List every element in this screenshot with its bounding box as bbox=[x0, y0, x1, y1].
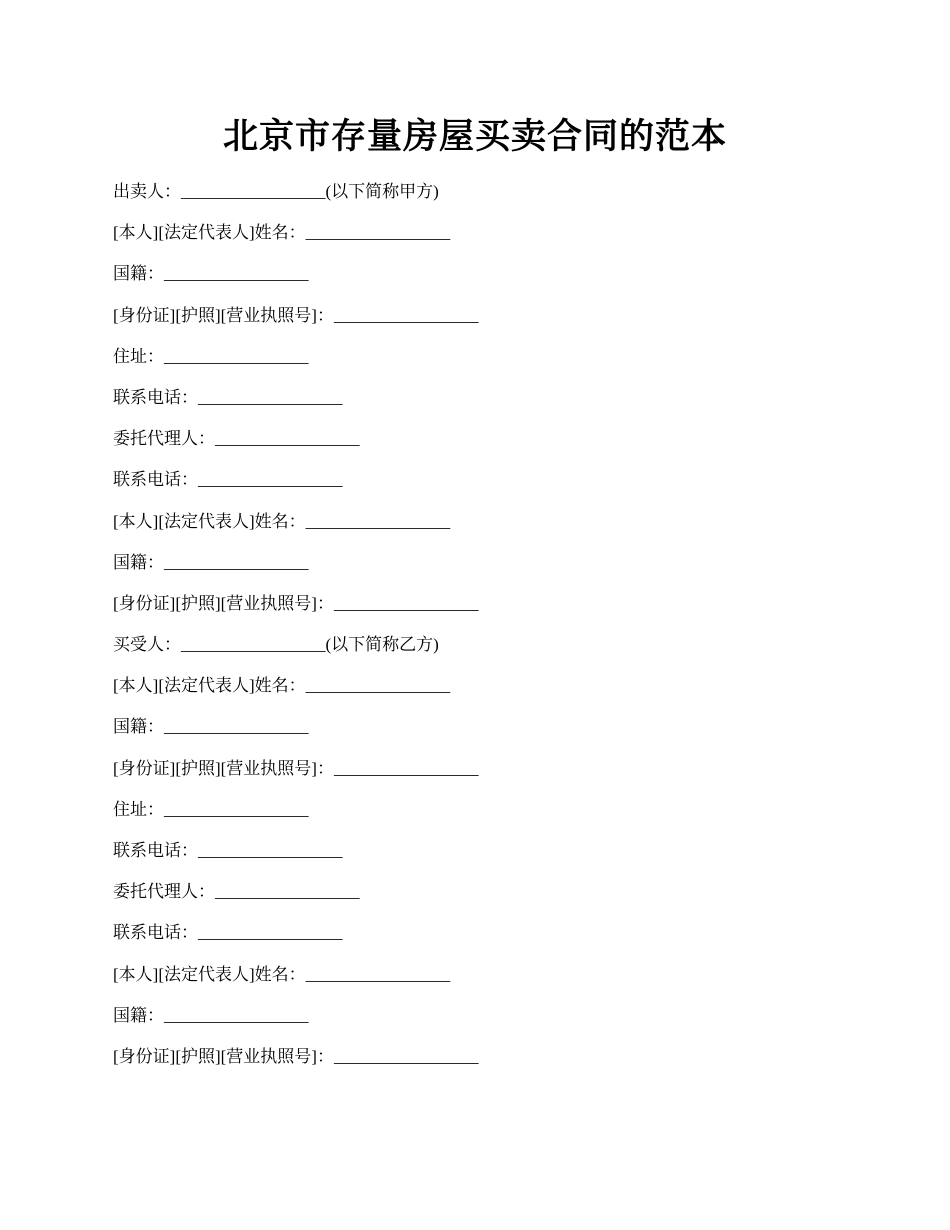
buyer-agent-id-number-line: [身份证][护照][营业执照号]：_________________ bbox=[113, 1046, 479, 1066]
seller-line: 出卖人：_________________(以下简称甲方) bbox=[113, 182, 439, 201]
seller-address-line: 住址：_________________ bbox=[113, 346, 309, 366]
buyer-agent-phone-line: 联系电话：_________________ bbox=[113, 923, 343, 943]
seller-agent-phone-line: 联系电话：_________________ bbox=[113, 470, 343, 490]
buyer-address-line: 住址：_________________ bbox=[113, 799, 309, 819]
buyer-agent-representative-name-line: [本人][法定代表人]姓名：_________________ bbox=[113, 964, 451, 984]
seller-agent-representative-name-line: [本人][法定代表人]姓名：_________________ bbox=[113, 511, 451, 531]
buyer-nationality-line: 国籍：_________________ bbox=[113, 717, 309, 737]
seller-phone-line: 联系电话：_________________ bbox=[113, 387, 343, 407]
seller-nationality-line: 国籍：_________________ bbox=[113, 264, 309, 284]
seller-agent-id-number-line: [身份证][护照][营业执照号]：_________________ bbox=[113, 593, 479, 613]
buyer-id-number-line: [身份证][护照][营业执照号]：_________________ bbox=[113, 758, 479, 778]
document-title: 北京市存量房屋买卖合同的范本 bbox=[222, 117, 727, 156]
seller-agent-line: 委托代理人：_________________ bbox=[113, 429, 360, 449]
seller-agent-nationality-line: 国籍：_________________ bbox=[113, 552, 309, 572]
seller-id-number-line: [身份证][护照][营业执照号]：_________________ bbox=[113, 305, 479, 325]
buyer-agent-nationality-line: 国籍：_________________ bbox=[113, 1005, 309, 1025]
buyer-agent-line: 委托代理人：_________________ bbox=[113, 882, 360, 902]
buyer-line: 买受人：_________________(以下简称乙方) bbox=[113, 635, 439, 655]
contract-party-info bbox=[113, 176, 873, 1082]
buyer-representative-name-line: [本人][法定代表人]姓名：_________________ bbox=[113, 676, 451, 696]
seller-representative-name-line: [本人][法定代表人]姓名：_________________ bbox=[113, 223, 451, 243]
buyer-phone-line: 联系电话：_________________ bbox=[113, 841, 343, 860]
